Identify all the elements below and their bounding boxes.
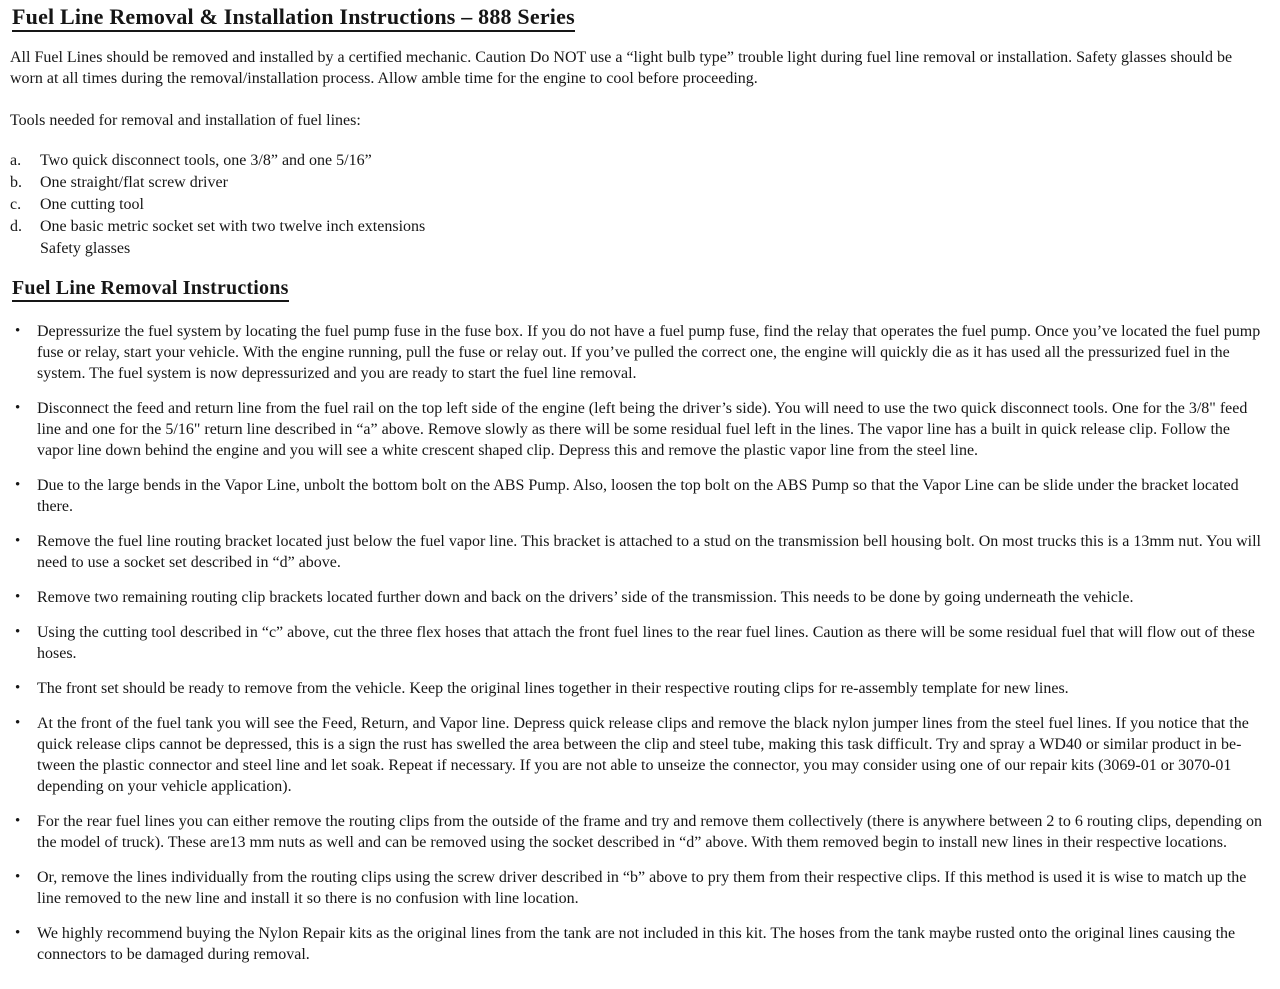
bullet-item: [10, 622, 1268, 664]
tools-heading: Tools needed for removal and installation of fuel lines:: [10, 112, 361, 129]
list-item: [10, 194, 1268, 216]
bullet-item: [10, 923, 1268, 965]
tools-list: [10, 150, 1268, 260]
bullet-item-text: We highly recommend buying the Nylon Repair kits as the original lines from the tank are not included in this kit. The hoses from the tank maybe rusted onto the original lines causing the connectors to be damaged during removal.: [37, 925, 1236, 963]
bullet-item-text: For the rear fuel lines you can either remove the routing clips from the outside of the frame and try and remove them collectively (there is anywhere between 2 to 6 routing clips, depending on the model of truck). These are13 mm nuts as well and can be removed using the socket described in “d” above. With them removed begin to install new lines in their respective locations.: [37, 813, 1262, 851]
document-title-text: Fuel Line Removal & Installation Instructions – 888 Series: [12, 4, 575, 32]
list-item-text: Two quick disconnect tools, one 3/8” and one 5/16”: [40, 152, 372, 169]
section-heading-text: Fuel Line Removal Instructions: [12, 277, 289, 302]
bullet-icon: •: [15, 925, 21, 941]
list-item: [10, 172, 1268, 194]
bullet-item: [10, 587, 1268, 608]
list-item-text: One basic metric socket set with two twelve inch extensions: [40, 218, 426, 235]
bullet-item: [10, 321, 1268, 384]
bullet-item: [10, 475, 1268, 517]
bullet-item-text: Using the cutting tool described in “c” above, cut the three flex hoses that attach the front fuel lines to the rear fuel lines. Caution as there will be some residual fuel that will flow out of these hoses.: [37, 624, 1255, 662]
section-heading: [12, 277, 1268, 300]
intro-paragraph: All Fuel Lines should be removed and installed by a certified mechanic. Caution Do NOT use a “light bulb type” trouble light during fuel line removal or installation. Safety glasses should be worn at all times during the removal/installation process. Allow amble time for the engine to cool before proceeding.: [10, 49, 1233, 87]
list-item-letter: c.: [10, 196, 22, 213]
bullet-item-text: The front set should be ready to remove from the vehicle. Keep the original lines together in their respective routing clips for re-assembly template for new lines.: [37, 680, 1069, 697]
document-title: [12, 4, 1268, 30]
bullet-icon: •: [15, 400, 21, 416]
bullet-icon: •: [15, 533, 21, 549]
bullet-item-text: Or, remove the lines individually from the routing clips using the screw driver described in “b” above to pry them from their respective clips. If this method is used it is wise to match up the line removed to the new line and install it so there is no confusion with line location.: [37, 869, 1247, 907]
bullet-icon: •: [15, 715, 21, 731]
steps-list: [10, 321, 1268, 965]
bullet-item: [10, 713, 1268, 797]
bullet-item: [10, 811, 1268, 853]
list-item: [10, 150, 1268, 172]
list-item-text: One cutting tool: [40, 196, 144, 213]
bullet-icon: •: [15, 624, 21, 640]
list-item-text: One straight/flat screw driver: [40, 174, 228, 191]
bullet-item-text: At the front of the fuel tank you will see the Feed, Return, and Vapor line. Depress quick release clips and remove the black nylon jumper lines from the steel fuel lines. If you notice that the quick release clips cannot be depressed, this is a sign the rust has swelled the area between the clip and steel tube, making this task difficult. Try and spray a WD40 or similar product in be-tween the plastic connector and steel line and let soak. Repeat if necessary. If you are not able to unseize the connector, you may consider using one of our repair kits (3069-01 or 3070-01 depending on your vehicle application).: [37, 715, 1249, 795]
bullet-icon: •: [15, 323, 21, 339]
list-item-letter: d.: [10, 218, 22, 235]
bullet-item: [10, 867, 1268, 909]
bullet-item: [10, 531, 1268, 573]
bullet-item: [10, 398, 1268, 461]
bullet-item-text: Depressurize the fuel system by locating the fuel pump fuse in the fuse box. If you do not have a fuel pump fuse, find the relay that operates the fuel pump. Once you’ve located the fuel pump fuse or relay, start your vehicle. With the engine running, pull the fuse or relay out. If you’ve pulled the correct one, the engine will quickly die as it has used all the pressurized fuel in the system. The fuel system is now depressurized and you are ready to start the fuel line removal.: [37, 323, 1261, 382]
bullet-item-text: Remove the fuel line routing bracket located just below the fuel vapor line. This bracket is attached to a stud on the transmission bell housing bolt. On most trucks this is a 13mm nut. You will need to use a socket set described in “d” above.: [37, 533, 1261, 571]
bullet-icon: •: [15, 477, 21, 493]
bullet-icon: •: [15, 680, 21, 696]
bullet-icon: •: [15, 813, 21, 829]
bullet-icon: •: [15, 589, 21, 605]
list-item: [10, 216, 1268, 238]
list-item-letter: a.: [10, 152, 22, 169]
list-item-letter: b.: [10, 174, 22, 191]
bullet-item-text: Remove two remaining routing clip brackets located further down and back on the drivers’ side of the transmission. This needs to be done by going underneath the vehicle.: [37, 589, 1134, 606]
bullet-item-text: Disconnect the feed and return line from the fuel rail on the top left side of the engine (left being the driver’s side). You will need to use the two quick disconnect tools. One for the 3/8" feed line and one for the 5/16" return line described in “a” above. Remove slowly as there will be some residual fuel left in the lines. The vapor line has a built in quick release clip. Follow the vapor line down behind the engine and you will see a white crescent shaped clip. Depress this and remove the plastic vapor line from the steel line.: [37, 400, 1248, 459]
bullet-item-text: Due to the large bends in the Vapor Line, unbolt the bottom bolt on the ABS Pump. Also, loosen the top bolt on the ABS Pump so that the Vapor Line can be slide under the bracket located there.: [37, 477, 1239, 515]
list-item-continuation: Safety glasses: [40, 240, 131, 257]
bullet-icon: •: [15, 869, 21, 885]
bullet-item: [10, 678, 1268, 699]
